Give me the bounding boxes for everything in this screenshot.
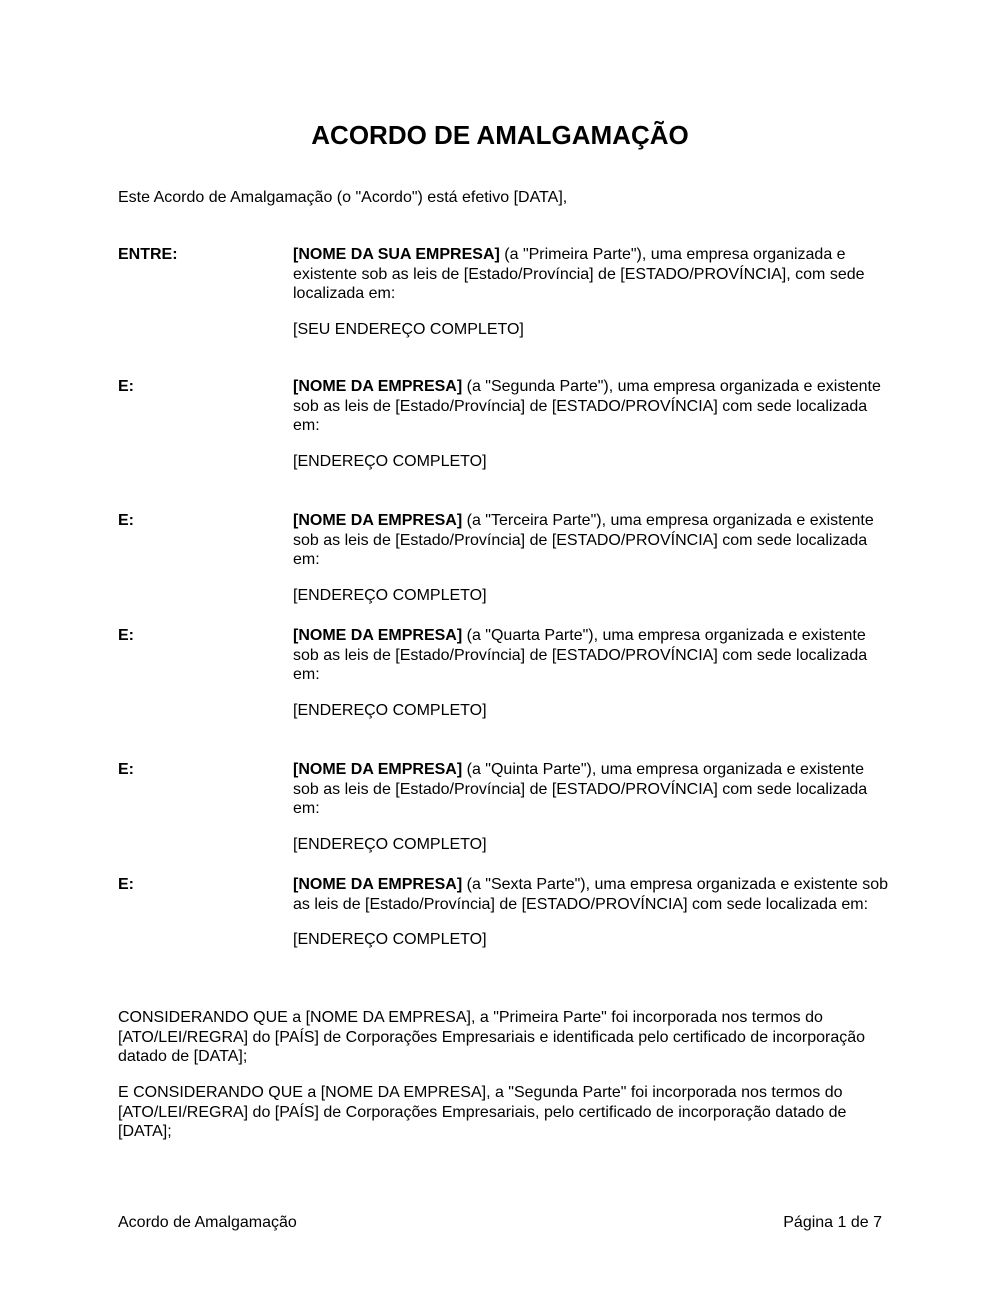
party-address: [ENDEREÇO COMPLETO] (293, 586, 487, 604)
party-description (293, 875, 888, 914)
party-description (293, 760, 888, 819)
party-name: [NOME DA EMPRESA] (293, 512, 463, 529)
party-address: [ENDEREÇO COMPLETO] (293, 835, 487, 853)
intro-paragraph: Este Acordo de Amalgamação (o "Acordo") está efetivo [DATA], (118, 189, 568, 206)
party-body (293, 760, 888, 854)
party-details: (a "Quinta Parte"), uma empresa organizada e existente sob as leis de [Estado/Província] de [ESTADO/PROVÍNCIA] com sede localizada em: (293, 761, 868, 817)
party-name: [NOME DA EMPRESA] (293, 876, 463, 893)
party-details: (a "Quarta Parte"), uma empresa organizada e existente sob as leis de [Estado/Província] de [ESTADO/PROVÍNCIA] com sede localizada em: (293, 627, 868, 683)
party-address: [ENDEREÇO COMPLETO] (293, 701, 487, 719)
party-label: E: (118, 876, 134, 893)
footer-document-name: Acordo de Amalgamação (118, 1214, 297, 1231)
whereas-clause-2: E CONSIDERANDO QUE a [NOME DA EMPRESA], a "Segunda Parte" foi incorporada nos termos do [ATO/LEI/REGRA] do [PAÍS] de Corporações Empresariais, pelo certificado de incorporação datado de [DATA]; (118, 1084, 847, 1140)
party-body (293, 511, 888, 605)
party-description (293, 511, 888, 570)
party-name: [NOME DA EMPRESA] (293, 627, 463, 644)
party-body (293, 377, 888, 471)
party-label: ENTRE: (118, 246, 178, 263)
party-details: (a "Primeira Parte"), uma empresa organizada e existente sob as leis de [Estado/Província] de [ESTADO/PROVÍNCIA], com sede localizada em: (293, 246, 865, 302)
party-name: [NOME DA EMPRESA] (293, 378, 463, 395)
party-name: [NOME DA SUA EMPRESA] (293, 246, 500, 263)
party-label: E: (118, 512, 134, 529)
party-details: (a "Segunda Parte"), uma empresa organizada e existente sob as leis de [Estado/Província] de [ESTADO/PROVÍNCIA] com sede localizada em: (293, 378, 881, 434)
whereas-clause-1: CONSIDERANDO QUE a [NOME DA EMPRESA], a "Primeira Parte" foi incorporada nos termos do [ATO/LEI/REGRA] do [PAÍS] de Corporações Empresariais e identificada pelo certificado de incorporação datado de [DATA]; (118, 1009, 866, 1065)
footer-page-number: Página 1 de 7 (783, 1214, 882, 1231)
party-name: [NOME DA EMPRESA] (293, 761, 463, 778)
party-body (293, 626, 888, 720)
party-description (293, 245, 888, 304)
party-address: [SEU ENDEREÇO COMPLETO] (293, 320, 524, 338)
party-details: (a "Terceira Parte"), uma empresa organizada e existente sob as leis de [Estado/Província] de [ESTADO/PROVÍNCIA] com sede localizada em: (293, 512, 874, 568)
party-body (293, 245, 888, 339)
party-details: (a "Sexta Parte"), uma empresa organizada e existente sob as leis de [Estado/Província] de [ESTADO/PROVÍNCIA] com sede localizada em: (293, 876, 888, 913)
document-title: ACORDO DE AMALGAMAÇÃO (311, 120, 689, 150)
party-address: [ENDEREÇO COMPLETO] (293, 452, 487, 470)
party-label: E: (118, 378, 134, 395)
party-address: [ENDEREÇO COMPLETO] (293, 931, 487, 948)
party-body (293, 875, 888, 950)
party-label: E: (118, 627, 134, 644)
party-description (293, 626, 888, 685)
party-label: E: (118, 761, 134, 778)
party-description (293, 377, 888, 436)
